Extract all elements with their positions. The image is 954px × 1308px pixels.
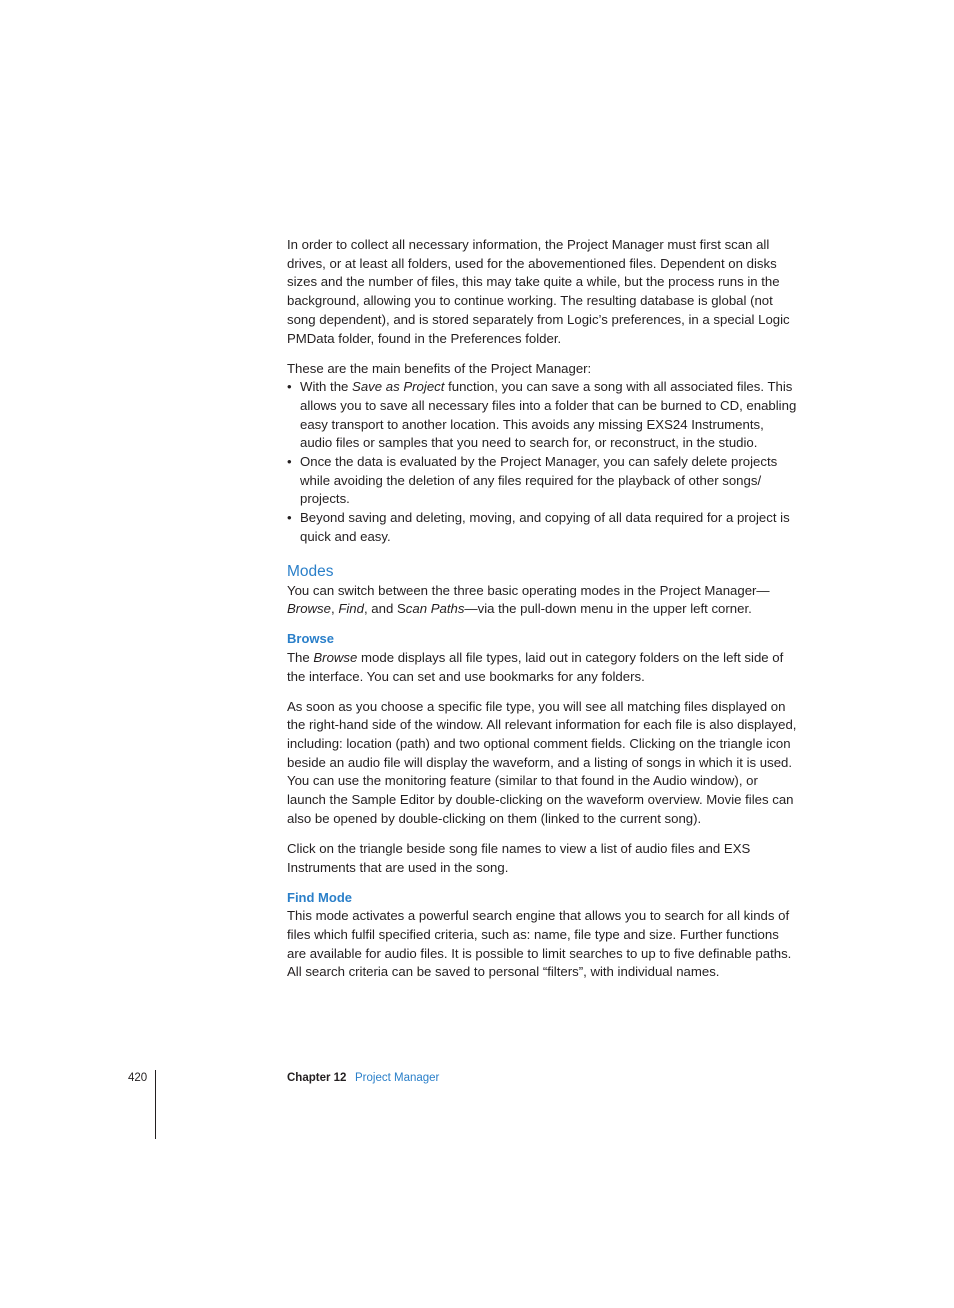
find-mode-paragraph: This mode activates a powerful search engine that allows you to search for all kinds of files which fulfil specified criteria, such as: name, file type and size. Further functions are available for audio files. It is possible to limit searches to up to five definable paths. All search criteria can be saved to personal “filters”, with individual names. [287,908,792,980]
browse-paragraph-2: As soon as you choose a specific file type, you will see all matching files displayed on the right-hand side of the window. All relevant information for each file is also displayed, including: location (path) and two optional comment fields. Clicking on the triangle icon beside an audio file will display the waveform, and a listing of songs in which it is used. You can use the monitoring feature (similar to that found in the Audio window), or launch the Sample Editor by double-clicking on the waveform overview. Movie files can also be opened by double-clicking on them (linked to the current song). [287,698,797,826]
chapter-label: Chapter 12 [287,1072,347,1084]
benefit-2-text: Once the data is evaluated by the Project Manager, you can safely delete projects while avoiding the deletion of any files required for the playback of other songs/ projects. [300,454,778,507]
footer-divider [155,1070,156,1139]
intro-paragraph: In order to collect all necessary information, the Project Manager must first scan all drives, or at least all folders, used for the abovementioned files. Dependent on disks sizes and the number of files, this may take quite a while, but the process runs in the background, allowing you to continue working. The resulting database is global (not song dependent), and is stored separately from Logic’s preferences, in a special Logic PMData folder, found in the Preferences folder. [287,237,790,346]
list-item [287,509,797,546]
browse-p1-pre: The [287,649,314,665]
page-number: 420 [128,1072,148,1084]
benefit-1-post: function, you can save a song with all associated files. This allows you to save all necessary files into a folder that can be burned to CD, enabling easy transport to another location. This avoids any missing EXS24 Instruments, audio files or samples that you need to search for, or reconstruct, in the studio. [300,379,797,451]
modes-intro [287,582,797,619]
browse-mode-term: Browse [313,649,358,665]
find-mode-heading: Find Mode [287,889,352,905]
benefit-1-pre: With the [300,379,353,395]
browse-term: Browse [287,601,331,617]
save-as-project-term: Save as Project [352,379,445,395]
page-body [287,236,797,993]
modes-intro-pre: You can switch between the three basic operating modes in the Project Manager— [287,582,770,598]
browse-paragraph-1 [287,649,797,686]
chapter-title: Project Manager [355,1072,440,1084]
bullet-glyph: • [287,510,292,526]
page-footer [0,1070,954,1140]
benefits-list [287,378,797,546]
modes-intro-sep1: , [330,601,339,617]
bullet-glyph: • [287,379,292,395]
bullet-glyph: • [287,454,292,470]
find-term: Find [338,601,364,617]
list-item [287,453,797,509]
modes-intro-sep2: , and S [363,601,406,617]
browse-p1-post: mode displays all file types, laid out in category folders on the left side of the interface. You can set and use bookmarks for any folders. [287,649,784,684]
browse-paragraph-3: Click on the triangle beside song file names to view a list of audio files and EXS Instruments that are used in the song. [287,840,751,875]
list-item [287,378,797,453]
benefits-lead: These are the main benefits of the Project Manager: [287,360,592,376]
modes-heading: Modes [287,562,334,580]
modes-intro-post: —via the pull-down menu in the upper left corner. [464,601,752,617]
benefit-3-text: Beyond saving and deleting, moving, and copying of all data required for a project is quick and easy. [300,510,790,544]
browse-heading: Browse [287,631,334,647]
scan-paths-term: can Paths [405,601,465,617]
